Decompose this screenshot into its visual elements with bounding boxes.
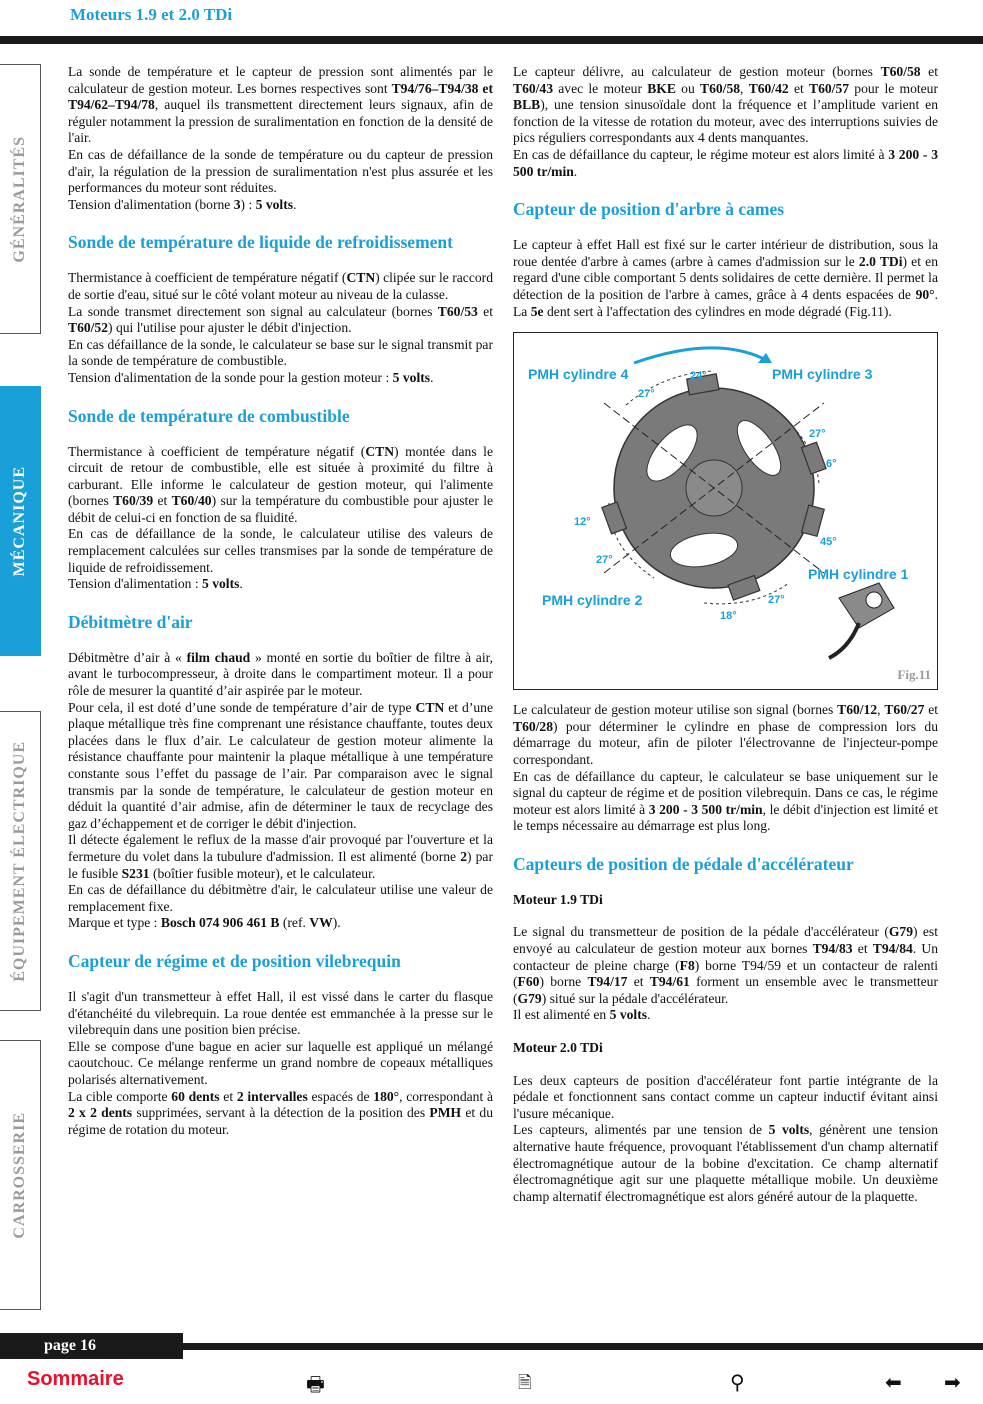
paragraph: En cas de défaillance du capteur, le régime moteur est alors limité à 3 200 - 3 500 tr/min. <box>513 146 938 179</box>
tab-generalites-label: GÉNÉRALITÉS <box>11 135 28 263</box>
angle-24: 24° <box>690 370 707 383</box>
header-title: Moteurs 1.9 et 2.0 TDi <box>70 5 233 24</box>
tab-equipement-electrique[interactable] <box>0 711 41 1011</box>
tab-carrosserie[interactable] <box>0 1040 41 1310</box>
heading-combustible: Sonde de température de combustible <box>68 405 350 426</box>
paragraph: Il s'agit d'un transmetteur à effet Hall, il est vissé dans le carter du flasque d'étanchéité du vilebrequin. La roue dentée est emmanchée à la presse sur le vilebrequin dans une position bien précise. <box>68 988 493 1038</box>
paragraph: Il détecte également le reflux de la masse d'air provoqué par l'ouverture et la fermeture du volet dans la tubulure d'admission. Il est alimenté (borne 2) par le fusible S231 (boîtier fusible moteur), et le calculateur. <box>68 832 493 881</box>
label-pmh1: PMH cylindre 1 <box>808 566 909 583</box>
page-number: page 16 <box>0 1333 183 1359</box>
rotation-arrow <box>634 348 764 363</box>
tab-mecanique[interactable] <box>0 386 41 656</box>
paragraph: Le calculateur de gestion moteur utilise son signal (bornes T60/12, T60/27 et T60/28) pour déterminer le cylindre en phase de compression lors du démarrage du moteur, afin de piloter l'électrovanne de l'injecteur-pompe correspondant. <box>513 702 939 767</box>
footer-nav <box>0 1366 983 1396</box>
combustible-section <box>68 444 493 593</box>
paragraph: En cas de défaillance du capteur, le calculateur se base uniquement sur le signal du capteur de régime et de position vilebrequin. Dans ce cas, le régime moteur est alors limité à 3 200 - 3 500 tr/min, le débit d'injection est limité et le temps nécessaire au démarrage est plus long. <box>513 768 938 834</box>
binoculars-icon[interactable]: ⚲ <box>730 1370 745 1394</box>
paragraph: En cas de défaillance du débitmètre d'air, le calculateur utilise une valeur de remplacement fixe. <box>68 882 493 914</box>
right-column <box>513 64 938 1205</box>
sommaire-link[interactable]: Sommaire <box>27 1368 124 1390</box>
paragraph: Tension d'alimentation : 5 volts. <box>68 576 243 592</box>
liquide-section <box>68 270 493 386</box>
paragraph: Pour cela, il est doté d’une sonde de température d’air de type CTN et d’une plaque métallique très fine comprenant une résistance chauffante, toutes deux placées dans le flux d’air. Le calculateur de gestion moteur alimente la résistance chauffante pour maintenir la plaque métallique à une température constante sous l’effet du passage de l’air. Par comparaison avec le signal transmis par la sonde de température, le calculateur de gestion moteur en déduit la quantité d’air admise, afin de déterminer le taux de recyclage des gaz d’échappement et de corriger le débit d'injection. <box>68 699 493 831</box>
paragraph: Débitmètre d’air à « film chaud » monté en sortie du boîtier de filtre à air, avant le turbocompresseur, à droite dans le compartiment moteur. Il a pour rôle de mesurer la quantité d’air aspirée par le moteur. <box>68 649 493 699</box>
angle-27-tl: 27° <box>638 388 655 401</box>
paragraph: En cas défaillance de la sonde, le calculateur se base sur le signal transmit par la sonde de température de combustible. <box>68 336 493 369</box>
print-icon[interactable]: 🖶 <box>306 1372 325 1396</box>
paragraph: En cas de défaillance de la sonde, le calculateur utilise des valeurs de remplacement calculées sur celles transmises par la sonde de température de liquide de refroidissement. <box>68 526 493 575</box>
figure-camshaft-target <box>513 332 938 690</box>
label-pmh4: PMH cylindre 4 <box>528 366 629 383</box>
angle-27-tr: 27° <box>809 428 826 441</box>
header-bar <box>0 36 983 44</box>
angle-18: 18° <box>720 610 737 623</box>
target-wheel <box>602 374 826 600</box>
intro-section <box>68 64 493 213</box>
figure-caption: Fig.11 <box>897 666 931 682</box>
paragraph: Le signal du transmetteur de position de la pédale d'accélérateur (G79) est envoyé au calculateur de gestion moteur aux bornes T94/83 et T94/84. Un contacteur de pleine charge (F8) borne T94/59 et un contacteur de ralenti (F60) borne T94/17 et T94/61 forment un ensemble avec le transmetteur (G79) situé sur la pédale d'accélérateur. <box>513 924 938 1006</box>
debitmetre-section <box>68 650 493 932</box>
moteur-19-section <box>513 924 938 1024</box>
paragraph: Thermistance à coefficient de température négatif (CTN) clipée sur le raccord de sortie d'eau, situé sur le côté volant moteur au niveau de la culasse. <box>68 270 493 302</box>
heading-vilebrequin: Capteur de régime et de position vilebrequin <box>68 950 401 971</box>
capteur-intro-section <box>513 64 938 180</box>
heading-cames: Capteur de position d'arbre à cames <box>513 199 785 220</box>
paragraph: Les deux capteurs de position d'accélérateur font partie intégrante de la pédale et fonctionnent sans contact comme un capteur inductif évitant ainsi l'usure mécanique. <box>513 1072 938 1121</box>
heading-liquide: Sonde de température de liquide de refroidissement <box>68 232 453 253</box>
tab-carrosserie-label: CARROSSERIE <box>11 1111 28 1239</box>
paragraph: La sonde transmet directement son signal au calculateur (bornes T60/53 et T60/52) qui l'utilise pour ajuster le débit d'injection. <box>68 303 493 336</box>
subheading-moteur-20: Moteur 2.0 TDi <box>513 1040 603 1056</box>
paragraph: Thermistance à coefficient de température négatif (CTN) montée dans le circuit de retour de combustible, elle est située à proximité du filtre à carburant. Elle informe le calculateur de gestion moteur, qui l'alimente (bornes T60/39 et T60/40) sur la température du combustible pour ajuster le débit de celui-ci en fonction de sa fluidité. <box>68 443 494 525</box>
angle-27-l: 27° <box>596 554 613 567</box>
subheading-moteur-19: Moteur 1.9 TDi <box>513 891 603 907</box>
cames-section <box>513 237 938 320</box>
angle-27-br: 27° <box>768 594 785 607</box>
paragraph: La sonde de température et le capteur de pression sont alimentés par le calculateur de gestion moteur. Les bornes respectives sont T94/76–T94/38 et T94/62–T94/78, auquel ils transmettent directement leurs signaux, afin de réguler notamment la pression de suralimentation en fonction de la densité de l'air. <box>68 64 493 146</box>
tab-equipement-label: ÉQUIPEMENT ÉLECTRIQUE <box>11 740 28 982</box>
paragraph: Elle se compose d'une bague en acier sur laquelle est appliqué un mélangé caoutchouc. Ce mélange renferme un grand nombre de copeaux métalliques polarisés alternativement. <box>68 1038 493 1087</box>
moteur-20-section <box>513 1073 938 1206</box>
heading-pedale: Capteurs de position de pédale d'accélérateur <box>513 853 854 874</box>
arrow-left-icon[interactable]: ⬅ <box>885 1370 902 1394</box>
paragraph: Le capteur à effet Hall est fixé sur le carter intérieur de distribution, sous la roue dentée d'arbre à cames (arbre à cames d'admission sur le 2.0 TDi) et en regard d'une cible comportant 5 dents solidaires de cette dernière. Il permet la détection de la position de l'arbre à cames, grâce à 4 dents espacées de 90°. La 5e dent sert à l'affectation des cylindres en mode dégradé (Fig.11). <box>513 237 938 319</box>
angle-45: 45° <box>820 536 837 549</box>
paragraph: Les capteurs, alimentés par une tension de 5 volts, génèrent une tension alternative haute fréquence, provoquant l'établissement d'un champ alternatif électromagnétique autour de la bobine d'excitation. Ce champ alternatif électromagnétique agit sur une plaquette métallique mobile. Un deuxième champ alternatif électromagnétique est alors généré autour de la plaquette. <box>513 1122 938 1204</box>
paragraph: Tension d'alimentation (borne 3) : 5 volts. <box>68 196 297 212</box>
vilebrequin-section <box>68 989 493 1138</box>
after-figure-section <box>513 702 938 835</box>
tab-mecanique-label: MÉCANIQUE <box>11 465 28 577</box>
heading-debitmetre: Débitmètre d'air <box>68 611 193 632</box>
label-pmh2: PMH cylindre 2 <box>542 592 643 609</box>
paragraph: Il est alimenté en 5 volts. <box>513 1007 651 1023</box>
angle-12: 12° <box>574 516 591 529</box>
paragraph: En cas de défaillance de la sonde de température ou du capteur de pression d'air, la régulation de la pression de suralimentation n'est plus assurée et les performances du moteur sont réduites. <box>68 146 493 196</box>
document-icon[interactable]: 🗎 <box>518 1373 532 1393</box>
tab-generalites[interactable] <box>0 64 41 334</box>
camshaft-diagram <box>514 333 939 691</box>
paragraph: Marque et type : Bosch 074 906 461 B (ref. VW). <box>68 915 341 931</box>
hall-sensor <box>829 583 894 658</box>
angle-6: 6° <box>826 458 837 471</box>
paragraph: Tension d'alimentation de la sonde pour la gestion moteur : 5 volts. <box>68 369 434 385</box>
label-pmh3: PMH cylindre 3 <box>772 366 873 383</box>
arrow-right-icon[interactable]: ➡ <box>944 1370 961 1394</box>
paragraph: Le capteur délivre, au calculateur de gestion moteur (bornes T60/58 et T60/43 avec le moteur BKE ou T60/58, T60/42 et T60/57 pour le moteur BLB), une tension sinusoïdale dont la fréquence et l’amplitude varient en fonction de la vitesse de rotation du moteur, avec des interruptions suivies de pics réguliers correspondants aux 4 dents manquantes. <box>513 64 939 146</box>
left-column <box>68 64 493 1138</box>
paragraph: La cible comporte 60 dents et 2 intervalles espacés de 180°, correspondant à 2 x 2 dents supprimées, servant à la détection de la position des PMH et du régime de rotation du moteur. <box>68 1088 494 1137</box>
